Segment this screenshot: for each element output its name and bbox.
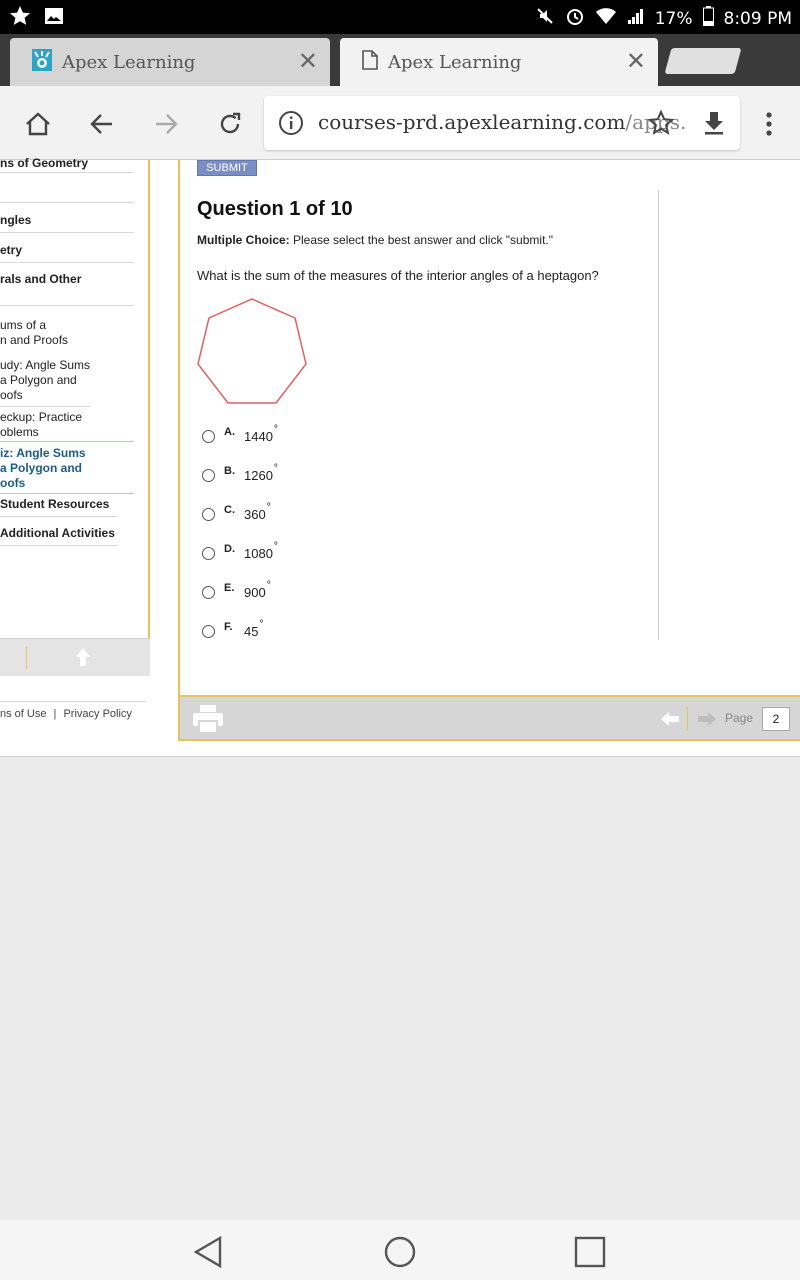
option-letter: A. bbox=[224, 426, 235, 438]
option-value: 360 bbox=[244, 506, 266, 522]
option-d[interactable] bbox=[202, 542, 278, 564]
tab-label: Apex Learning bbox=[62, 51, 196, 73]
course-sidebar bbox=[0, 156, 150, 676]
new-tab-button[interactable] bbox=[665, 48, 742, 74]
degree-symbol: ° bbox=[273, 462, 278, 474]
divider bbox=[687, 707, 688, 731]
radio-button[interactable] bbox=[202, 547, 215, 560]
option-letter: D. bbox=[224, 543, 235, 555]
reload-icon bbox=[216, 110, 244, 138]
tab-strip bbox=[0, 34, 800, 86]
alarm-icon bbox=[565, 6, 585, 31]
reload-button[interactable] bbox=[212, 106, 248, 142]
column-divider bbox=[658, 190, 659, 640]
degree-symbol: ° bbox=[273, 540, 278, 552]
divider bbox=[0, 262, 134, 263]
more-vert-icon bbox=[765, 111, 773, 137]
arrow-right-icon bbox=[152, 110, 180, 138]
nav-recents-button[interactable] bbox=[570, 1232, 610, 1272]
address-bar[interactable] bbox=[264, 96, 740, 150]
menu-button[interactable] bbox=[751, 106, 787, 142]
sidebar-item-angles[interactable]: ngles bbox=[0, 213, 32, 227]
radio-button[interactable] bbox=[202, 586, 215, 599]
link-separator: | bbox=[53, 708, 57, 720]
battery-percent: 17% bbox=[654, 8, 693, 29]
square-recents-icon bbox=[574, 1236, 606, 1268]
arrow-up-icon[interactable] bbox=[74, 647, 92, 672]
instructions-text: Please select the best answer and click "submit." bbox=[293, 233, 553, 247]
battery-icon bbox=[703, 6, 714, 31]
radio-button[interactable] bbox=[202, 430, 215, 443]
question-instructions bbox=[197, 233, 553, 247]
sidebar-item-study[interactable]: udy: Angle Sums a Polygon and oofs bbox=[0, 358, 91, 402]
divider bbox=[0, 493, 134, 494]
degree-symbol: ° bbox=[259, 618, 264, 630]
question-text: What is the sum of the measures of the interior angles of a heptagon? bbox=[197, 268, 599, 283]
star-icon bbox=[8, 4, 32, 33]
info-icon[interactable] bbox=[278, 110, 304, 141]
url-path: /apps. bbox=[625, 110, 687, 134]
circle-home-icon bbox=[384, 1236, 416, 1268]
home-icon bbox=[24, 110, 52, 138]
apex-logo-icon bbox=[32, 49, 52, 76]
option-b[interactable] bbox=[202, 464, 278, 486]
divider bbox=[26, 647, 27, 669]
sidebar-item-student-resources[interactable]: Student Resources bbox=[0, 497, 110, 511]
option-value: 900 bbox=[244, 584, 266, 600]
option-c[interactable] bbox=[202, 503, 271, 525]
option-a[interactable] bbox=[202, 425, 278, 447]
arrow-left-icon bbox=[88, 110, 116, 138]
sidebar-item-geometry-2[interactable]: etry bbox=[0, 243, 23, 257]
question-footer-bar bbox=[180, 695, 800, 741]
sidebar-item-checkup[interactable]: eckup: Practice oblems bbox=[0, 410, 83, 439]
tab-apex-learning-2[interactable] bbox=[340, 38, 658, 86]
terms-of-use-link[interactable]: ns of Use bbox=[0, 708, 47, 720]
radio-button[interactable] bbox=[202, 625, 215, 638]
option-f[interactable] bbox=[202, 620, 263, 642]
option-value: 1440 bbox=[244, 428, 273, 444]
download-icon[interactable] bbox=[701, 109, 727, 142]
web-page bbox=[0, 156, 800, 757]
divider bbox=[0, 545, 118, 546]
radio-button[interactable] bbox=[202, 469, 215, 482]
option-value: 45 bbox=[244, 623, 259, 639]
footer-links bbox=[0, 708, 132, 720]
question-title: Question 1 of 10 bbox=[197, 198, 353, 220]
question-type: Multiple Choice: bbox=[197, 233, 290, 247]
system-navigation-bar bbox=[0, 1220, 800, 1280]
option-value: 1080 bbox=[244, 545, 273, 561]
tab-apex-learning-1[interactable] bbox=[10, 38, 330, 86]
submit-button[interactable]: SUBMIT bbox=[197, 160, 257, 176]
heptagon-figure bbox=[194, 296, 310, 408]
sidebar-item-additional-activities[interactable]: Additional Activities bbox=[0, 526, 115, 540]
back-button[interactable] bbox=[84, 106, 120, 142]
close-tab-icon[interactable]: ✕ bbox=[297, 47, 318, 75]
bookmark-star-icon[interactable] bbox=[647, 109, 675, 142]
clock: 8:09 PM bbox=[723, 8, 792, 29]
next-page-icon[interactable] bbox=[697, 711, 717, 732]
close-tab-icon[interactable]: ✕ bbox=[625, 47, 646, 75]
divider bbox=[0, 701, 146, 702]
divider bbox=[0, 516, 118, 517]
divider bbox=[0, 232, 134, 233]
sidebar-footer bbox=[0, 638, 150, 676]
radio-button[interactable] bbox=[202, 508, 215, 521]
url-domain: courses-prd.apexlearning.com bbox=[318, 110, 626, 134]
image-icon bbox=[44, 6, 64, 31]
degree-symbol: ° bbox=[266, 501, 271, 513]
status-bar bbox=[0, 0, 800, 34]
divider bbox=[0, 305, 134, 306]
home-button[interactable] bbox=[20, 106, 56, 142]
nav-home-button[interactable] bbox=[380, 1232, 420, 1272]
divider bbox=[0, 441, 134, 442]
wifi-icon bbox=[595, 6, 617, 31]
print-icon[interactable] bbox=[192, 704, 224, 739]
triangle-back-icon bbox=[193, 1236, 223, 1268]
divider bbox=[0, 406, 90, 407]
sidebar-item-geometry[interactable]: ns of Geometry bbox=[0, 156, 89, 170]
prev-page-icon[interactable] bbox=[660, 711, 680, 732]
document-icon bbox=[362, 50, 378, 75]
option-e[interactable] bbox=[202, 581, 271, 603]
question-frame bbox=[178, 160, 800, 741]
page-label: Page bbox=[724, 711, 753, 725]
nav-back-button[interactable] bbox=[188, 1232, 228, 1272]
sidebar-item-quadrilaterals[interactable]: rals and Other bbox=[0, 272, 82, 286]
tab-label: Apex Learning bbox=[388, 51, 522, 73]
degree-symbol: ° bbox=[273, 423, 278, 435]
divider bbox=[0, 172, 134, 173]
page-number-input[interactable]: 2 bbox=[762, 707, 790, 731]
signal-icon bbox=[627, 7, 645, 30]
url-text bbox=[318, 110, 687, 134]
mute-icon bbox=[535, 6, 555, 31]
sidebar-item-quiz[interactable]: iz: Angle Sums a Polygon and oofs bbox=[0, 446, 86, 490]
option-value: 1260 bbox=[244, 467, 273, 483]
option-letter: B. bbox=[224, 465, 235, 477]
sidebar-item-angle-sums[interactable]: ums of a n and Proofs bbox=[0, 318, 69, 347]
privacy-policy-link[interactable]: Privacy Policy bbox=[63, 708, 132, 720]
forward-button[interactable] bbox=[148, 106, 184, 142]
divider bbox=[0, 202, 134, 203]
browser-toolbar bbox=[0, 86, 800, 160]
option-letter: F. bbox=[224, 621, 233, 633]
degree-symbol: ° bbox=[266, 579, 271, 591]
option-letter: C. bbox=[224, 504, 235, 516]
option-letter: E. bbox=[224, 582, 235, 594]
